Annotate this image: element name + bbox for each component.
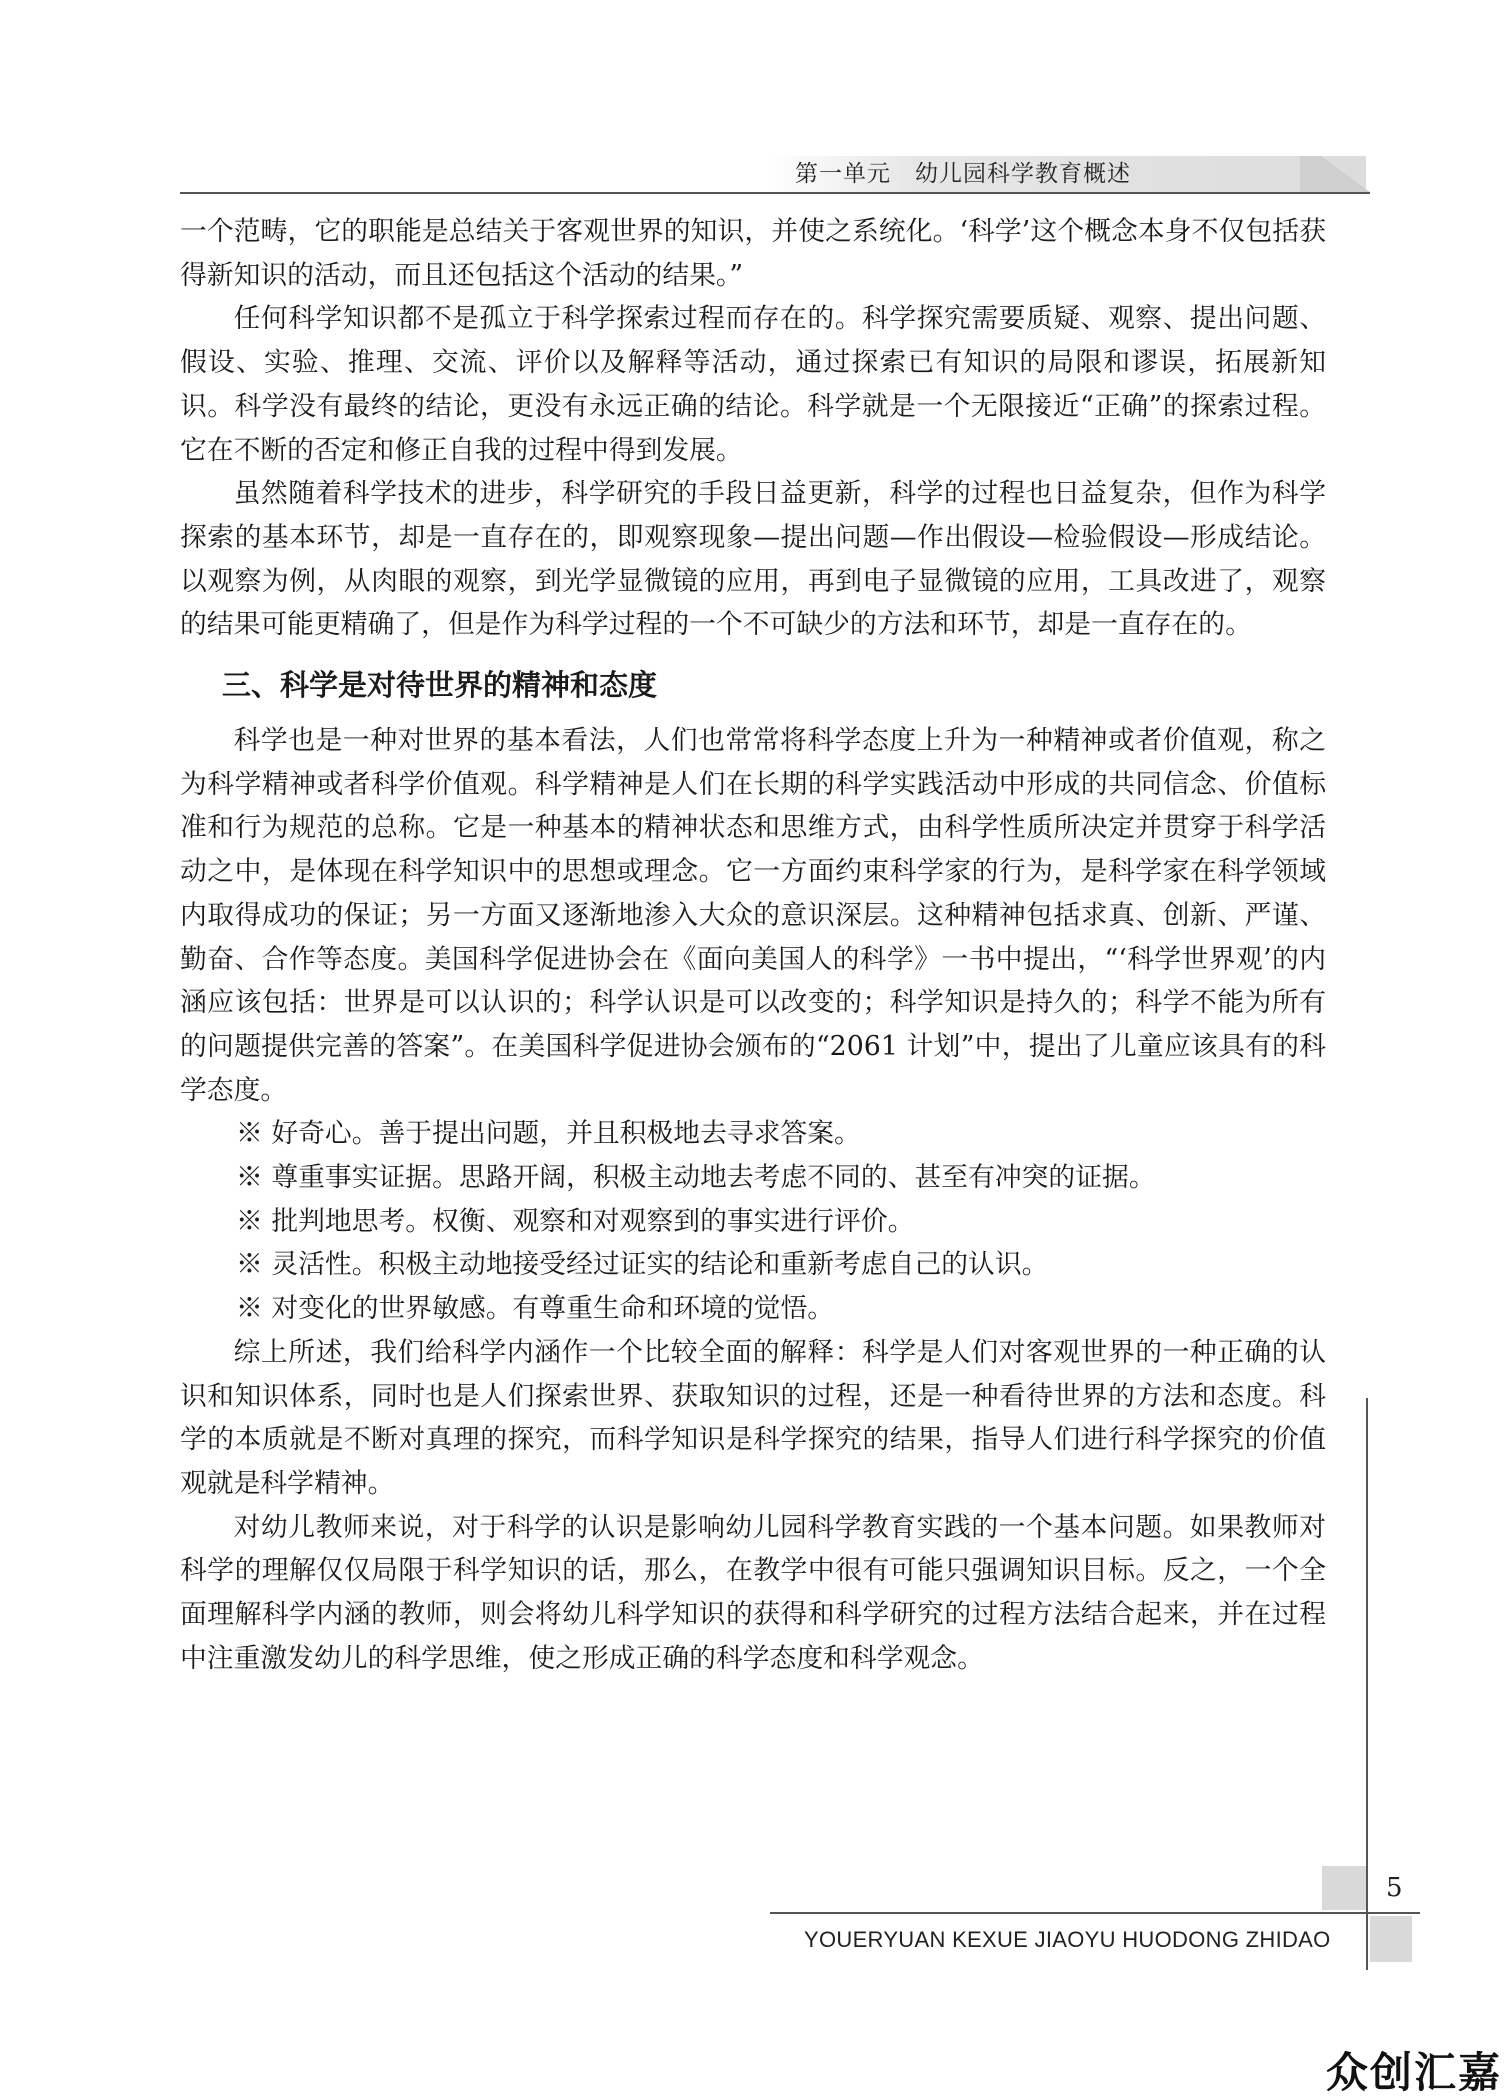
footer-grey-box bbox=[1370, 1916, 1412, 1962]
bullet-item: ※ 批判地思考。权衡、观察和对观察到的事实进行评价。 bbox=[236, 1205, 915, 1237]
footer-vertical-rule bbox=[1366, 1398, 1368, 1970]
page-number: 5 bbox=[1386, 1873, 1403, 1903]
header-rule bbox=[180, 192, 1370, 194]
bullet-item: ※ 好奇心。善于提出问题，并且积极地去寻求答案。 bbox=[236, 1118, 861, 1150]
paragraph: 任何科学知识都不是孤立于科学探索过程而存在的。科学探究需要质疑、观察、提出问题、假设、实验、推理、交流、评价以及解释等活动，通过探索已有知识的局限和谬误，拓展新知识。科学没有最终的结论，更没有永远正确的结论。科学就是一个无限接近“正确”的探索过程。它在不断的否定和修正自我的过程中得到发展。 bbox=[180, 303, 1326, 466]
bullet-item: ※ 灵活性。积极主动地接受经过证实的结论和重新考虑自己的认识。 bbox=[236, 1249, 1049, 1281]
running-header-title: 第一单元 幼儿园科学教育概述 bbox=[795, 161, 1131, 187]
paragraph-continued: 一个范畴，它的职能是总结关于客观世界的知识，并使之系统化。‘科学’这个概念本身不仅包括获得新知识的活动，而且还包括这个活动的结果。” bbox=[180, 216, 1326, 291]
paragraph: 对幼儿教师来说，对于科学的认识是影响幼儿园科学教育实践的一个基本问题。如果教师对科学的理解仅仅局限于科学知识的话，那么，在教学中很有可能只强调知识目标。反之，一个全面理解科学内涵的教师，则会将幼儿科学知识的获得和科学研究的过程方法结合起来，并在过程中注重激发幼儿的科学思维，使之形成正确的科学态度和科学观念。 bbox=[180, 1511, 1326, 1674]
bullet-item: ※ 尊重事实证据。思路开阔，积极主动地去考虑不同的、甚至有冲突的证据。 bbox=[236, 1162, 1156, 1194]
paragraph: 科学也是一种对世界的基本看法，人们也常常将科学态度上升为一种精神或者价值观，称之为科学精神或者科学价值观。科学精神是人们在长期的科学实践活动中形成的共同信念、价值标准和行为规范的总称。它是一种基本的精神状态和思维方式，由科学性质所决定并贯穿于科学活动之中，是体现在科学知识中的思想或理念。它一方面约束科学家的行为，是科学家在科学领域内取得成功的保证；另一方面又逐渐地渗入大众的意识深层。这种精神包括求真、创新、严谨、勤奋、合作等态度。美国科学促进协会在《面向美国人的科学》一书中提出，“‘科学世界观’的内涵应该包括：世界是可以认识的；科学认识是可以改变的；科学知识是持久的；科学不能为所有的问题提供完善的答案”。在美国科学促进协会颁布的“2061 计划”中，提出了儿童应该具有的科学态度。 bbox=[180, 725, 1326, 1106]
footer-rule bbox=[770, 1912, 1420, 1914]
paragraph: 虽然随着科学技术的进步，科学研究的手段日益更新，科学的过程也日益复杂，但作为科学探索的基本环节，却是一直存在的，即观察现象—提出问题—作出假设—检验假设—形成结论。以观察为例，从肉眼的观察，到光学显微镜的应用，再到电子显微镜的应用，工具改进了，观察的结果可能更精确了，但是作为科学过程的一个不可缺少的方法和环节，却是一直存在的。 bbox=[180, 478, 1326, 641]
page-body bbox=[180, 210, 1326, 1681]
running-footer-title: YOUERYUAN KEXUE JIAOYU HUODONG ZHIDAO bbox=[804, 1927, 1331, 1952]
paragraph: 综上所述，我们给科学内涵作一个比较全面的解释：科学是人们对客观世界的一种正确的认识和知识体系，同时也是人们探索世界、获取知识的过程，还是一种看待世界的方法和态度。科学的本质就是不断对真理的探究，而科学知识是科学探究的结果，指导人们进行科学探究的价值观就是科学精神。 bbox=[180, 1336, 1326, 1499]
footer-grey-box bbox=[1322, 1866, 1366, 1910]
section-heading: 三、科学是对待世界的精神和态度 bbox=[222, 668, 658, 703]
watermark-logo: 众创汇嘉 bbox=[1326, 2048, 1503, 2097]
bullet-item: ※ 对变化的世界敏感。有尊重生命和环境的觉悟。 bbox=[236, 1293, 835, 1325]
